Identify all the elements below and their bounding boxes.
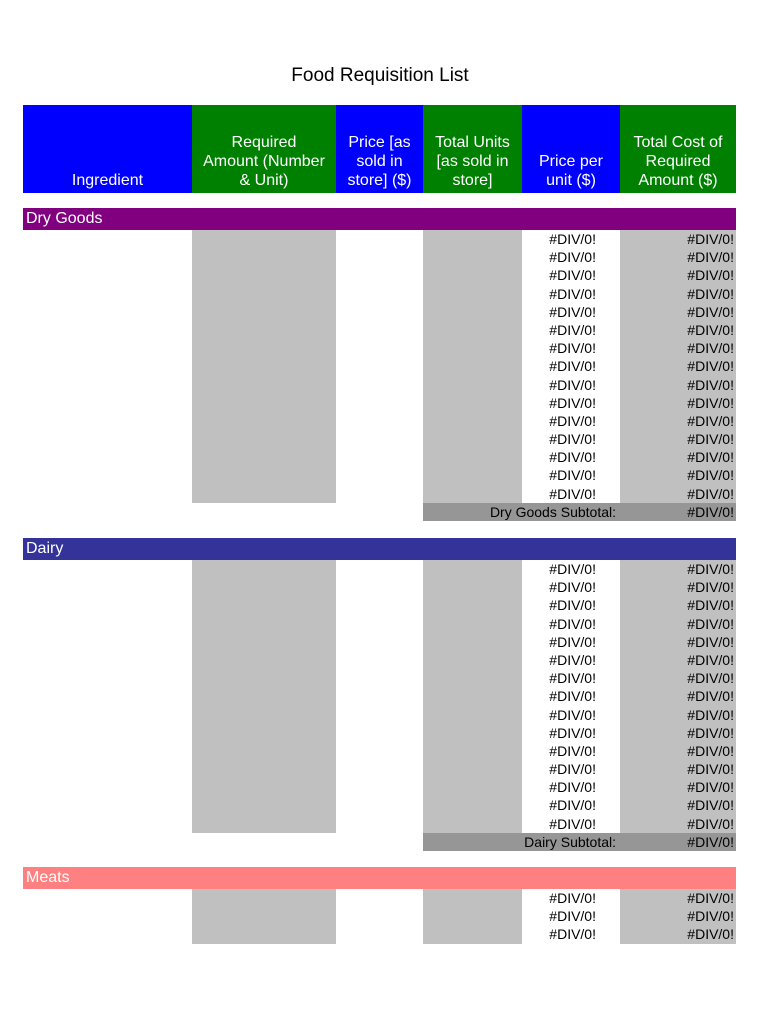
- subtotal-value[interactable]: #DIV/0!: [620, 833, 736, 851]
- total-units-cell[interactable]: [423, 742, 522, 760]
- price-cell[interactable]: [336, 778, 423, 796]
- price-per-unit-cell[interactable]: #DIV/0!: [549, 303, 596, 320]
- price-per-unit-cell[interactable]: #DIV/0!: [549, 706, 596, 723]
- total-units-cell[interactable]: [423, 815, 522, 833]
- price-cell[interactable]: [336, 303, 423, 321]
- table-row: [23, 560, 736, 578]
- price-cell[interactable]: [336, 430, 423, 448]
- required-amount-cell[interactable]: [192, 651, 336, 669]
- price-cell[interactable]: [336, 376, 423, 394]
- price-per-unit-cell[interactable]: #DIV/0!: [549, 890, 596, 906]
- total-cost-cell[interactable]: #DIV/0!: [620, 248, 736, 266]
- price-per-unit-cell[interactable]: #DIV/0!: [549, 651, 596, 668]
- total-units-cell[interactable]: [423, 651, 522, 669]
- table-row: [23, 321, 736, 339]
- price-per-unit-cell[interactable]: #DIV/0!: [549, 394, 596, 411]
- price-per-unit-cell[interactable]: #DIV/0!: [549, 908, 596, 925]
- price-cell[interactable]: [336, 596, 423, 614]
- total-cost-cell[interactable]: #DIV/0!: [620, 266, 736, 284]
- ingredient-cell[interactable]: [23, 485, 192, 503]
- subtotal-row: [23, 503, 736, 521]
- total-units-cell[interactable]: [423, 596, 522, 614]
- required-amount-cell[interactable]: [192, 669, 336, 687]
- total-units-cell[interactable]: [423, 560, 522, 578]
- required-amount-cell[interactable]: [192, 466, 336, 484]
- price-cell[interactable]: [336, 485, 423, 503]
- required-amount-cell[interactable]: [192, 357, 336, 375]
- column-header-required-amount[interactable]: Required Amount (Number & Unit): [192, 105, 336, 193]
- total-cost-cell[interactable]: #DIV/0!: [620, 742, 736, 760]
- required-amount-cell[interactable]: [192, 633, 336, 651]
- ingredient-cell[interactable]: [23, 742, 192, 760]
- price-cell[interactable]: [336, 889, 423, 907]
- required-amount-cell[interactable]: [192, 266, 336, 284]
- price-per-unit-cell[interactable]: #DIV/0!: [549, 724, 596, 741]
- price-cell[interactable]: [336, 230, 423, 248]
- ingredient-cell[interactable]: [23, 321, 192, 339]
- total-units-cell[interactable]: [423, 907, 522, 925]
- section-rows: [23, 889, 736, 944]
- required-amount-cell[interactable]: [192, 706, 336, 724]
- table-row: [23, 687, 736, 705]
- table-row: [23, 724, 736, 742]
- total-units-cell[interactable]: [423, 615, 522, 633]
- required-amount-cell[interactable]: [192, 724, 336, 742]
- total-cost-cell[interactable]: #DIV/0!: [620, 796, 736, 814]
- ingredient-cell[interactable]: [23, 394, 192, 412]
- total-units-cell[interactable]: [423, 448, 522, 466]
- price-per-unit-cell[interactable]: #DIV/0!: [549, 267, 596, 284]
- column-header-price[interactable]: Price [as sold in store] ($): [336, 105, 423, 193]
- ingredient-cell[interactable]: [23, 651, 192, 669]
- price-per-unit-cell[interactable]: #DIV/0!: [549, 431, 596, 448]
- table-row: [23, 815, 736, 833]
- ingredient-cell[interactable]: [23, 669, 192, 687]
- price-per-unit-cell[interactable]: #DIV/0!: [549, 633, 596, 650]
- ingredient-cell[interactable]: [23, 889, 192, 907]
- table-row: [23, 248, 736, 266]
- total-units-cell[interactable]: [423, 669, 522, 687]
- required-amount-cell[interactable]: [192, 907, 336, 925]
- total-units-cell[interactable]: [423, 760, 522, 778]
- total-cost-cell[interactable]: #DIV/0!: [620, 925, 736, 943]
- section-meats: [23, 867, 736, 944]
- price-per-unit-cell[interactable]: #DIV/0!: [549, 321, 596, 338]
- subtotal-row: [23, 833, 736, 851]
- total-cost-cell[interactable]: #DIV/0!: [620, 339, 736, 357]
- table-row: [23, 651, 736, 669]
- ingredient-cell[interactable]: [23, 303, 192, 321]
- table-header: [23, 105, 736, 193]
- required-amount-cell[interactable]: [192, 815, 336, 833]
- price-per-unit-cell[interactable]: #DIV/0!: [549, 597, 596, 614]
- total-cost-cell[interactable]: #DIV/0!: [620, 815, 736, 833]
- required-amount-cell[interactable]: [192, 285, 336, 303]
- total-units-cell[interactable]: [423, 248, 522, 266]
- price-cell[interactable]: [336, 339, 423, 357]
- total-cost-cell[interactable]: #DIV/0!: [620, 285, 736, 303]
- ingredient-cell[interactable]: [23, 248, 192, 266]
- required-amount-cell[interactable]: [192, 376, 336, 394]
- price-per-unit-cell[interactable]: #DIV/0!: [549, 485, 596, 502]
- total-units-cell[interactable]: [423, 376, 522, 394]
- ingredient-cell[interactable]: [23, 760, 192, 778]
- total-units-cell[interactable]: [423, 357, 522, 375]
- column-header-price-per-unit[interactable]: Price per unit ($): [522, 105, 620, 193]
- table-row: [23, 706, 736, 724]
- required-amount-cell[interactable]: [192, 615, 336, 633]
- ingredient-cell[interactable]: [23, 339, 192, 357]
- required-amount-cell[interactable]: [192, 485, 336, 503]
- ingredient-cell[interactable]: [23, 925, 192, 943]
- table-row: [23, 578, 736, 596]
- ingredient-cell[interactable]: [23, 266, 192, 284]
- ingredient-cell[interactable]: [23, 466, 192, 484]
- price-per-unit-cell[interactable]: #DIV/0!: [549, 779, 596, 796]
- required-amount-cell[interactable]: [192, 394, 336, 412]
- price-cell[interactable]: [336, 796, 423, 814]
- price-per-unit-cell[interactable]: #DIV/0!: [549, 285, 596, 302]
- price-cell[interactable]: [336, 560, 423, 578]
- price-per-unit-cell[interactable]: #DIV/0!: [549, 449, 596, 466]
- required-amount-cell[interactable]: [192, 560, 336, 578]
- price-cell[interactable]: [336, 760, 423, 778]
- ingredient-cell[interactable]: [23, 578, 192, 596]
- price-per-unit-cell[interactable]: #DIV/0!: [549, 742, 596, 759]
- total-cost-cell[interactable]: #DIV/0!: [620, 357, 736, 375]
- price-cell[interactable]: [336, 651, 423, 669]
- price-per-unit-cell[interactable]: #DIV/0!: [549, 249, 596, 266]
- total-cost-cell[interactable]: #DIV/0!: [620, 651, 736, 669]
- total-units-cell[interactable]: [423, 724, 522, 742]
- price-cell[interactable]: [336, 687, 423, 705]
- price-per-unit-cell[interactable]: #DIV/0!: [549, 358, 596, 375]
- subtotal-spacer: [23, 833, 423, 851]
- page-title: Food Requisition List: [291, 65, 469, 86]
- price-cell[interactable]: [336, 925, 423, 943]
- table-row: [23, 907, 736, 925]
- ingredient-cell[interactable]: [23, 687, 192, 705]
- total-units-cell[interactable]: [423, 394, 522, 412]
- price-per-unit-cell[interactable]: #DIV/0!: [549, 579, 596, 596]
- total-cost-cell[interactable]: #DIV/0!: [620, 376, 736, 394]
- total-cost-cell[interactable]: #DIV/0!: [620, 907, 736, 925]
- column-header-ingredient[interactable]: Ingredient: [23, 105, 192, 193]
- column-header-total-cost[interactable]: Total Cost of Required Amount ($): [620, 105, 736, 193]
- required-amount-cell[interactable]: [192, 248, 336, 266]
- price-cell[interactable]: [336, 907, 423, 925]
- price-per-unit-cell[interactable]: #DIV/0!: [549, 815, 596, 832]
- required-amount-cell[interactable]: [192, 448, 336, 466]
- table-row: [23, 633, 736, 651]
- section-header[interactable]: Dairy: [23, 538, 736, 560]
- total-cost-cell[interactable]: #DIV/0!: [620, 615, 736, 633]
- section-dry-goods: [23, 208, 736, 521]
- total-units-cell[interactable]: [423, 303, 522, 321]
- total-units-cell[interactable]: [423, 796, 522, 814]
- total-cost-cell[interactable]: #DIV/0!: [620, 669, 736, 687]
- price-cell[interactable]: [336, 266, 423, 284]
- total-cost-cell[interactable]: #DIV/0!: [620, 485, 736, 503]
- price-cell[interactable]: [336, 706, 423, 724]
- total-units-cell[interactable]: [423, 339, 522, 357]
- ingredient-cell[interactable]: [23, 633, 192, 651]
- required-amount-cell[interactable]: [192, 925, 336, 943]
- ingredient-cell[interactable]: [23, 376, 192, 394]
- table-row: [23, 596, 736, 614]
- price-per-unit-cell[interactable]: #DIV/0!: [549, 376, 596, 393]
- required-amount-cell[interactable]: [192, 796, 336, 814]
- section-rows: [23, 560, 736, 833]
- total-units-cell[interactable]: [423, 687, 522, 705]
- table-row: [23, 357, 736, 375]
- subtotal-label: Dry Goods Subtotal:: [423, 503, 620, 521]
- ingredient-cell[interactable]: [23, 615, 192, 633]
- price-per-unit-cell[interactable]: #DIV/0!: [549, 561, 596, 577]
- price-per-unit-cell[interactable]: #DIV/0!: [549, 926, 596, 943]
- ingredient-cell[interactable]: [23, 907, 192, 925]
- section-rows: [23, 230, 736, 503]
- price-cell[interactable]: [336, 669, 423, 687]
- price-cell[interactable]: [336, 394, 423, 412]
- subtotal-value[interactable]: #DIV/0!: [620, 503, 736, 521]
- total-cost-cell[interactable]: #DIV/0!: [620, 230, 736, 248]
- table-row: [23, 430, 736, 448]
- table-row: [23, 796, 736, 814]
- price-cell[interactable]: [336, 466, 423, 484]
- ingredient-cell[interactable]: [23, 724, 192, 742]
- ingredient-cell[interactable]: [23, 412, 192, 430]
- ingredient-cell[interactable]: [23, 430, 192, 448]
- ingredient-cell[interactable]: [23, 448, 192, 466]
- price-per-unit-cell[interactable]: #DIV/0!: [549, 688, 596, 705]
- required-amount-cell[interactable]: [192, 578, 336, 596]
- required-amount-cell[interactable]: [192, 889, 336, 907]
- price-per-unit-cell[interactable]: #DIV/0!: [549, 670, 596, 687]
- table-row: [23, 266, 736, 284]
- total-units-cell[interactable]: [423, 889, 522, 907]
- total-cost-cell[interactable]: #DIV/0!: [620, 760, 736, 778]
- total-units-cell[interactable]: [423, 321, 522, 339]
- ingredient-cell[interactable]: [23, 778, 192, 796]
- price-cell[interactable]: [336, 248, 423, 266]
- subtotal-spacer: [23, 503, 423, 521]
- price-cell[interactable]: [336, 615, 423, 633]
- total-cost-cell[interactable]: #DIV/0!: [620, 466, 736, 484]
- total-units-cell[interactable]: [423, 230, 522, 248]
- total-cost-cell[interactable]: #DIV/0!: [620, 303, 736, 321]
- ingredient-cell[interactable]: [23, 560, 192, 578]
- price-cell[interactable]: [336, 742, 423, 760]
- required-amount-cell[interactable]: [192, 430, 336, 448]
- ingredient-cell[interactable]: [23, 815, 192, 833]
- total-cost-cell[interactable]: #DIV/0!: [620, 778, 736, 796]
- table-row: [23, 466, 736, 484]
- total-units-cell[interactable]: [423, 285, 522, 303]
- required-amount-cell[interactable]: [192, 321, 336, 339]
- total-cost-cell[interactable]: #DIV/0!: [620, 706, 736, 724]
- total-cost-cell[interactable]: #DIV/0!: [620, 633, 736, 651]
- total-cost-cell[interactable]: #DIV/0!: [620, 430, 736, 448]
- table-row: [23, 485, 736, 503]
- total-units-cell[interactable]: [423, 466, 522, 484]
- ingredient-cell[interactable]: [23, 285, 192, 303]
- required-amount-cell[interactable]: [192, 412, 336, 430]
- total-units-cell[interactable]: [423, 430, 522, 448]
- table-row: [23, 376, 736, 394]
- total-cost-cell[interactable]: #DIV/0!: [620, 578, 736, 596]
- price-cell[interactable]: [336, 815, 423, 833]
- section-header[interactable]: Meats: [23, 867, 736, 889]
- price-per-unit-cell[interactable]: #DIV/0!: [549, 231, 596, 247]
- total-cost-cell[interactable]: #DIV/0!: [620, 394, 736, 412]
- table-row: [23, 339, 736, 357]
- table-row: [23, 760, 736, 778]
- total-units-cell[interactable]: [423, 266, 522, 284]
- ingredient-cell[interactable]: [23, 230, 192, 248]
- price-cell[interactable]: [336, 357, 423, 375]
- total-cost-cell[interactable]: #DIV/0!: [620, 596, 736, 614]
- column-header-total-units[interactable]: Total Units [as sold in store]: [423, 105, 522, 193]
- price-per-unit-cell[interactable]: #DIV/0!: [549, 467, 596, 484]
- total-units-cell[interactable]: [423, 578, 522, 596]
- table-row: [23, 394, 736, 412]
- ingredient-cell[interactable]: [23, 706, 192, 724]
- total-cost-cell[interactable]: #DIV/0!: [620, 889, 736, 907]
- total-cost-cell[interactable]: #DIV/0!: [620, 321, 736, 339]
- table-row: [23, 742, 736, 760]
- ingredient-cell[interactable]: [23, 596, 192, 614]
- total-cost-cell[interactable]: #DIV/0!: [620, 412, 736, 430]
- required-amount-cell[interactable]: [192, 778, 336, 796]
- table-row: [23, 925, 736, 943]
- total-units-cell[interactable]: [423, 778, 522, 796]
- total-units-cell[interactable]: [423, 485, 522, 503]
- price-per-unit-cell[interactable]: #DIV/0!: [549, 797, 596, 814]
- section-dairy: [23, 538, 736, 851]
- required-amount-cell[interactable]: [192, 596, 336, 614]
- price-per-unit-cell[interactable]: #DIV/0!: [549, 615, 596, 632]
- price-cell[interactable]: [336, 285, 423, 303]
- table-row: [23, 615, 736, 633]
- table-row: [23, 669, 736, 687]
- total-cost-cell[interactable]: #DIV/0!: [620, 448, 736, 466]
- table-row: [23, 448, 736, 466]
- table-row: [23, 230, 736, 248]
- price-per-unit-cell[interactable]: #DIV/0!: [549, 412, 596, 429]
- table-row: [23, 778, 736, 796]
- price-per-unit-cell[interactable]: #DIV/0!: [549, 761, 596, 778]
- required-amount-cell[interactable]: [192, 760, 336, 778]
- price-cell[interactable]: [336, 412, 423, 430]
- table-row: [23, 889, 736, 907]
- table-row: [23, 303, 736, 321]
- ingredient-cell[interactable]: [23, 357, 192, 375]
- table-row: [23, 412, 736, 430]
- total-cost-cell[interactable]: #DIV/0!: [620, 560, 736, 578]
- total-cost-cell[interactable]: #DIV/0!: [620, 687, 736, 705]
- total-units-cell[interactable]: [423, 412, 522, 430]
- price-cell[interactable]: [336, 448, 423, 466]
- subtotal-label: Dairy Subtotal:: [423, 833, 620, 851]
- price-cell[interactable]: [336, 724, 423, 742]
- price-cell[interactable]: [336, 578, 423, 596]
- ingredient-cell[interactable]: [23, 796, 192, 814]
- price-cell[interactable]: [336, 633, 423, 651]
- section-header[interactable]: Dry Goods: [23, 208, 736, 230]
- required-amount-cell[interactable]: [192, 303, 336, 321]
- total-units-cell[interactable]: [423, 706, 522, 724]
- required-amount-cell[interactable]: [192, 742, 336, 760]
- total-units-cell[interactable]: [423, 925, 522, 943]
- total-units-cell[interactable]: [423, 633, 522, 651]
- table-row: [23, 285, 736, 303]
- required-amount-cell[interactable]: [192, 687, 336, 705]
- price-per-unit-cell[interactable]: #DIV/0!: [549, 340, 596, 357]
- total-cost-cell[interactable]: #DIV/0!: [620, 724, 736, 742]
- required-amount-cell[interactable]: [192, 230, 336, 248]
- price-cell[interactable]: [336, 321, 423, 339]
- required-amount-cell[interactable]: [192, 339, 336, 357]
